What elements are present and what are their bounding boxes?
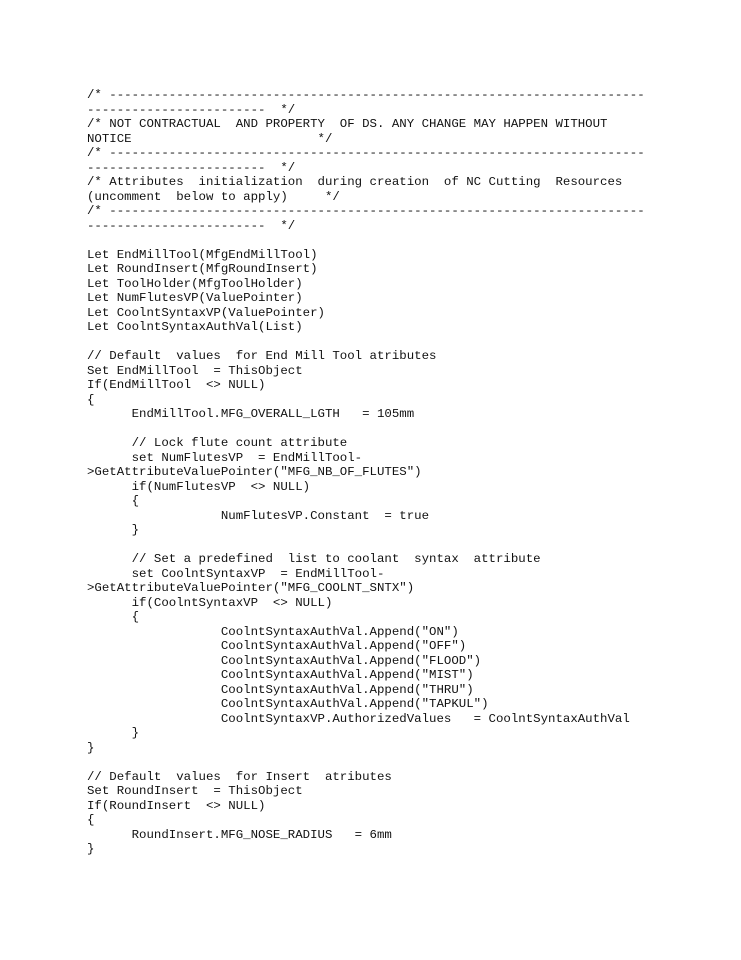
code-line: Let CoolntSyntaxVP(ValuePointer) bbox=[87, 305, 325, 320]
code-line: { bbox=[87, 494, 140, 508]
code-line: CoolntSyntaxAuthVal.Append("ON") bbox=[87, 624, 459, 639]
code-line: ------------------------ */ bbox=[87, 102, 296, 117]
code-line: Set RoundInsert = ThisObject bbox=[87, 784, 303, 798]
code-line: (uncomment below to apply) */ bbox=[87, 189, 340, 204]
code-line: set NumFlutesVP = EndMillTool- bbox=[87, 450, 363, 465]
code-line: CoolntSyntaxAuthVal.Append("MIST") bbox=[87, 668, 474, 682]
code-line: // Default values for Insert atributes bbox=[87, 769, 392, 784]
code-line: // Lock flute count attribute bbox=[87, 436, 348, 450]
code-line: } bbox=[87, 842, 95, 856]
code-line bbox=[87, 755, 647, 770]
code-line: Let EndMillTool(MfgEndMillTool) bbox=[87, 247, 318, 262]
code-line: Let ToolHolder(MfgToolHolder) bbox=[87, 276, 303, 291]
code-line: NumFlutesVP.Constant = true bbox=[87, 508, 430, 523]
code-line: CoolntSyntaxVP.AuthorizedValues = CoolntSyntaxAuthVal bbox=[87, 711, 630, 726]
code-line: Let RoundInsert(MfgRoundInsert) bbox=[87, 262, 318, 276]
code-line: { bbox=[87, 813, 95, 827]
code-line: If(RoundInsert <> NULL) bbox=[87, 798, 266, 813]
code-line: // Default values for End Mill Tool atributes bbox=[87, 349, 437, 363]
code-line: if(CoolntSyntaxVP <> NULL) bbox=[87, 595, 333, 610]
code-line: Let NumFlutesVP(ValuePointer) bbox=[87, 291, 303, 305]
code-line: /* ------------------------------------------------------------------------ bbox=[87, 146, 645, 160]
code-line: set CoolntSyntaxVP = EndMillTool- bbox=[87, 566, 385, 581]
code-line: } bbox=[87, 523, 140, 537]
code-line bbox=[87, 422, 647, 437]
code-line: ------------------------ */ bbox=[87, 218, 296, 233]
code-line: >GetAttributeValuePointer("MFG_COOLNT_SNTX") bbox=[87, 581, 415, 595]
code-line bbox=[87, 335, 647, 350]
code-listing bbox=[87, 88, 647, 857]
code-line: if(NumFlutesVP <> NULL) bbox=[87, 479, 311, 494]
code-line: /* Attributes initialization during creation of NC Cutting Resources bbox=[87, 175, 623, 189]
code-line: EndMillTool.MFG_OVERALL_LGTH = 105mm bbox=[87, 407, 415, 421]
code-line: >GetAttributeValuePointer("MFG_NB_OF_FLUTES") bbox=[87, 465, 422, 479]
code-line: Set EndMillTool = ThisObject bbox=[87, 363, 303, 378]
code-line: // Set a predefined list to coolant syntax attribute bbox=[87, 552, 541, 566]
code-line: CoolntSyntaxAuthVal.Append("THRU") bbox=[87, 682, 474, 697]
code-line bbox=[87, 538, 647, 553]
code-line: /* ------------------------------------------------------------------------ bbox=[87, 88, 645, 102]
code-line: } bbox=[87, 740, 95, 755]
code-line: CoolntSyntaxAuthVal.Append("TAPKUL") bbox=[87, 697, 489, 711]
code-line bbox=[87, 233, 647, 248]
code-line: CoolntSyntaxAuthVal.Append("FLOOD") bbox=[87, 653, 482, 668]
code-line: NOTICE */ bbox=[87, 131, 333, 146]
code-line: /* NOT CONTRACTUAL AND PROPERTY OF DS. ANY CHANGE MAY HAPPEN WITHOUT bbox=[87, 117, 608, 131]
code-line: If(EndMillTool <> NULL) bbox=[87, 378, 266, 392]
code-line: CoolntSyntaxAuthVal.Append("OFF") bbox=[87, 639, 467, 653]
code-line: { bbox=[87, 392, 95, 407]
code-line: { bbox=[87, 610, 140, 624]
code-line: RoundInsert.MFG_NOSE_RADIUS = 6mm bbox=[87, 827, 392, 842]
code-line: } bbox=[87, 726, 140, 740]
code-line: Let CoolntSyntaxAuthVal(List) bbox=[87, 320, 303, 334]
code-line: ------------------------ */ bbox=[87, 160, 296, 175]
code-line: /* ------------------------------------------------------------------------ bbox=[87, 204, 645, 218]
